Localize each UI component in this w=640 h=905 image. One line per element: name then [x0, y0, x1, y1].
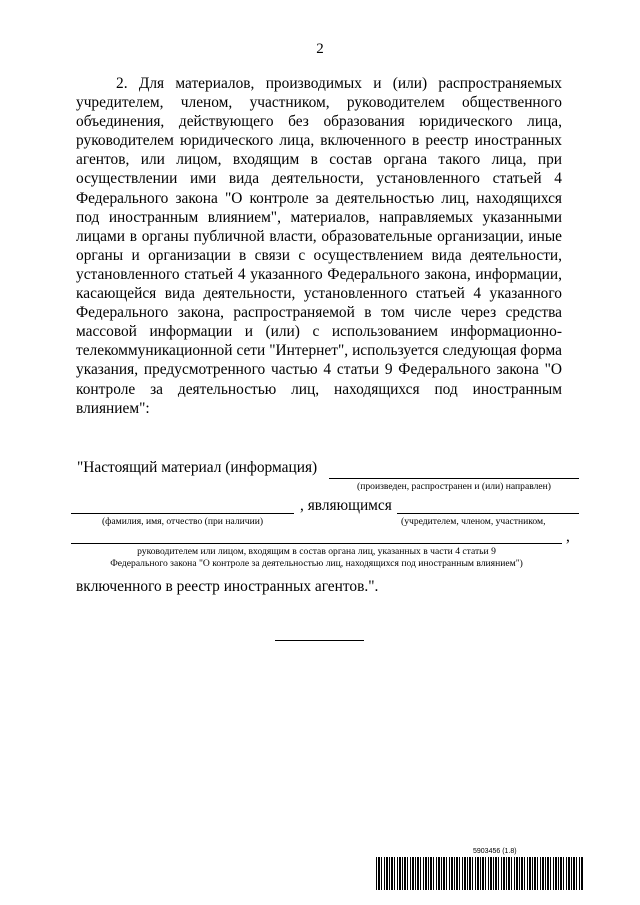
form-line2-blank-right [397, 513, 579, 514]
barcode-bars [376, 857, 584, 890]
barcode-label: 5903456 (1.8) [473, 848, 517, 855]
form-closing-text: включенного в реестр иностранных агентов.". [76, 578, 379, 595]
form-line2-text: , являющимся [300, 497, 392, 514]
main-paragraph: 2. Для материалов, производимых и (или) распространяемых учредителем, членом, участником, руководителем общественного объединения, действующего без образования юридического лица, руководителем юридического лица, включенного в реестр иностранных агентов, или лицом, входящим в состав органа такого лица, при осуществлении ими вида деятельности, установленного статьей 4 Федерального закона "О контроле за деятельностью лиц, находящихся под иностранным влиянием", материалов, направляемых указанными лицами в органы публичной власти, образовательные организации, иные органы и организации в связи с осуществлением вида деятельности, установленного статьей 4 указанного Федерального закона, информации, касающейся вида деятельности, установленного статьей 4 указанного Федерального закона, распространяемой в том числе через средства массовой информации и (или) с использованием информационно-телекоммуникационной сети "Интернет", используется следующая форма указания, предусмотренного частью 4 статьи 9 Федерального закона "О контроле за деятельностью лиц, находящихся под иностранным влиянием": [76, 75, 562, 417]
end-separator [275, 640, 364, 641]
form-line3-blank [71, 543, 562, 544]
form-line2-caption-right: (учредителем, членом, участником, [401, 516, 546, 527]
form-line3-caption-2: Федерального закона "О контроле за деятельностью лиц, находящихся под иностранным влиянием") [110, 558, 523, 569]
form-line1-text: "Настоящий материал (информация) [77, 459, 318, 476]
form-line3-caption-1: руководителем или лицом, входящим в состав органа лиц, указанных в части 4 статьи 9 [137, 546, 496, 557]
page-number: 2 [316, 41, 324, 57]
form-line2-caption-left: (фамилия, имя, отчество (при наличии) [101, 516, 264, 527]
form-line3-comma: , [566, 528, 570, 545]
form-line1-blank [329, 478, 579, 479]
form-line2-blank-left [71, 513, 294, 514]
form-line1-caption: (произведен, распространен и (или) направлен) [357, 481, 551, 492]
